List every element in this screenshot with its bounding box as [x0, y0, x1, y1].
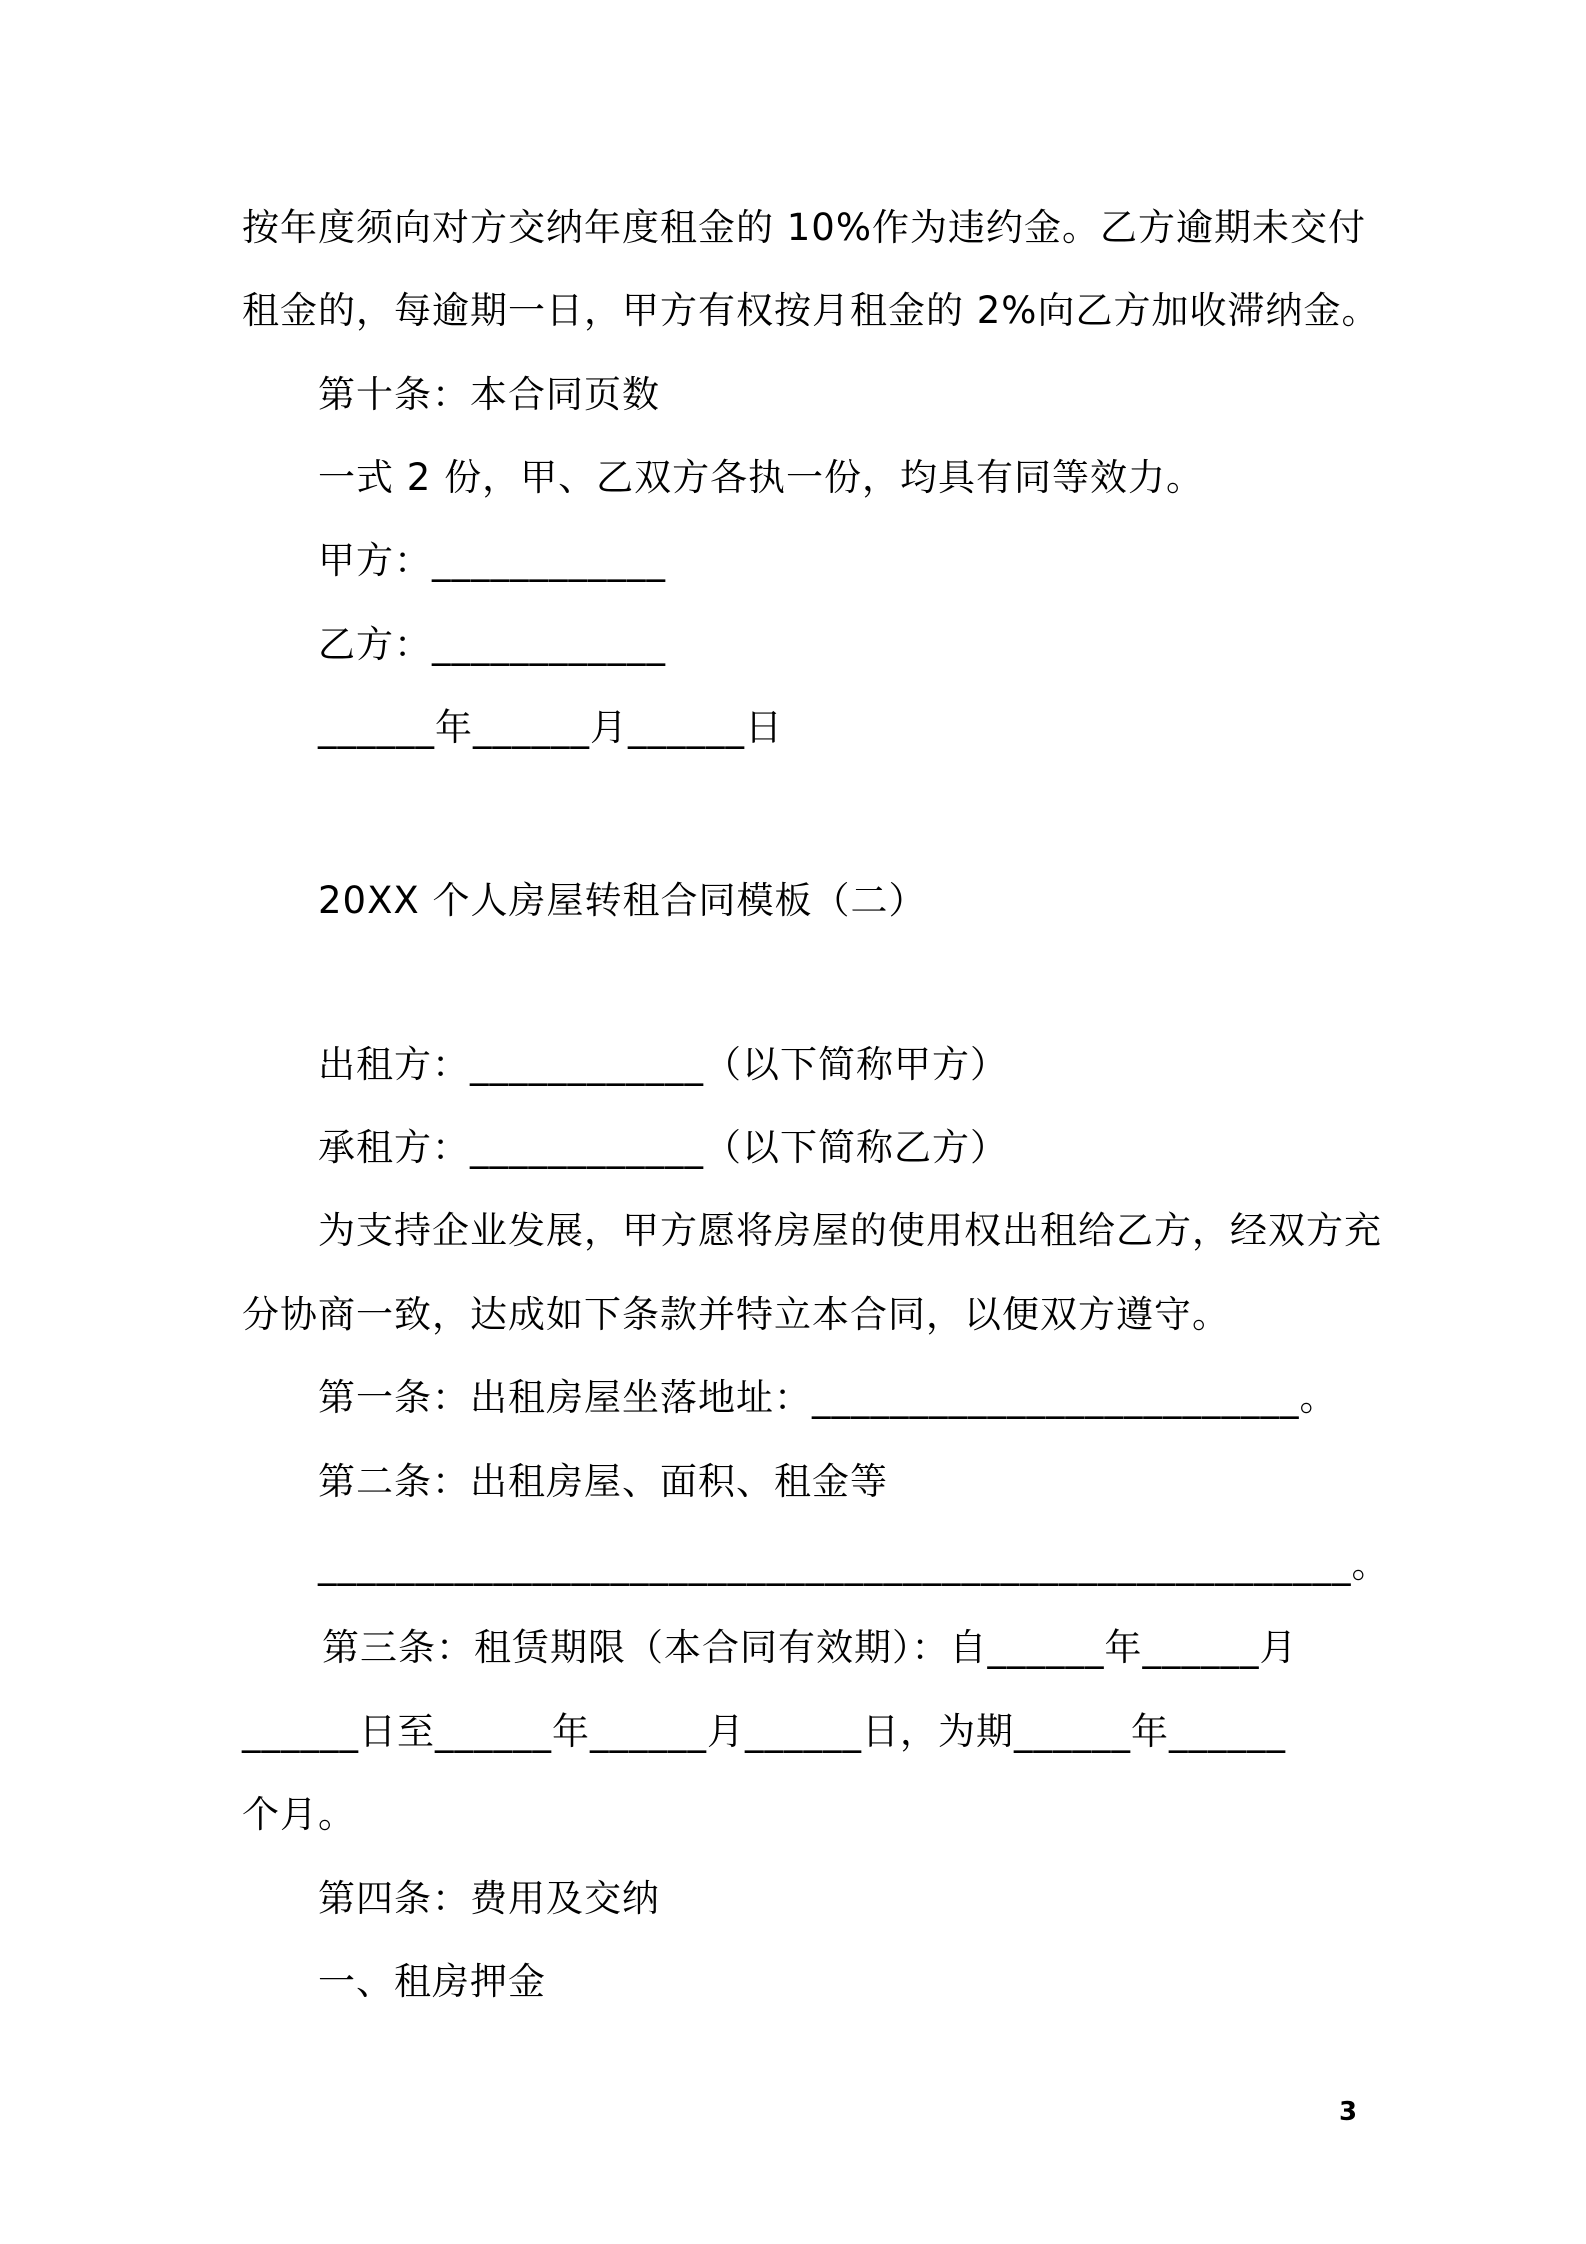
article-3-term-line-3: 个月。 — [242, 1793, 356, 1836]
party-a-signature-line: 甲方：____________ — [318, 539, 666, 582]
article-2-blank: _____________________________________________________。 — [318, 1543, 1390, 1586]
deposit-heading: 一、租房押金 — [318, 1960, 546, 2003]
article-2-heading: 第二条：出租房屋、面积、租金等 — [318, 1460, 888, 1503]
preamble-line-1: 为支持企业发展，甲方愿将房屋的使用权出租给乙方，经双方充 — [318, 1209, 1382, 1252]
article-10-heading: 第十条：本合同页数 — [318, 373, 660, 416]
page-number: 3 — [1339, 2097, 1358, 2127]
party-b-signature-line: 乙方：____________ — [318, 623, 666, 666]
paragraph-line-1: 按年度须向对方交纳年度租金的 10%作为违约金。乙方逾期未交付 — [242, 206, 1366, 249]
date-line: ______年______月______日 — [318, 706, 783, 749]
article-1-address: 第一条：出租房屋坐落地址：_________________________。 — [318, 1376, 1338, 1419]
lessee-line: 承租方：____________（以下简称乙方） — [318, 1126, 1008, 1169]
lessor-line: 出租方：____________（以下简称甲方） — [318, 1043, 1008, 1086]
copies-statement: 一式 2 份，甲、乙双方各执一份，均具有同等效力。 — [318, 456, 1205, 499]
preamble-line-2: 分协商一致，达成如下条款并特立本合同，以便双方遵守。 — [242, 1293, 1230, 1336]
article-3-term-line-1: 第三条：租赁期限（本合同有效期）：自______年______月 — [322, 1626, 1298, 1669]
section-title: 20XX 个人房屋转租合同模板（二） — [318, 879, 927, 922]
article-3-term-line-2: ______日至______年______月______日，为期______年______ — [242, 1710, 1286, 1753]
paragraph-line-2: 租金的，每逾期一日，甲方有权按月租金的 2%向乙方加收滞纳金。 — [242, 289, 1380, 332]
article-4-heading: 第四条：费用及交纳 — [318, 1877, 660, 1920]
